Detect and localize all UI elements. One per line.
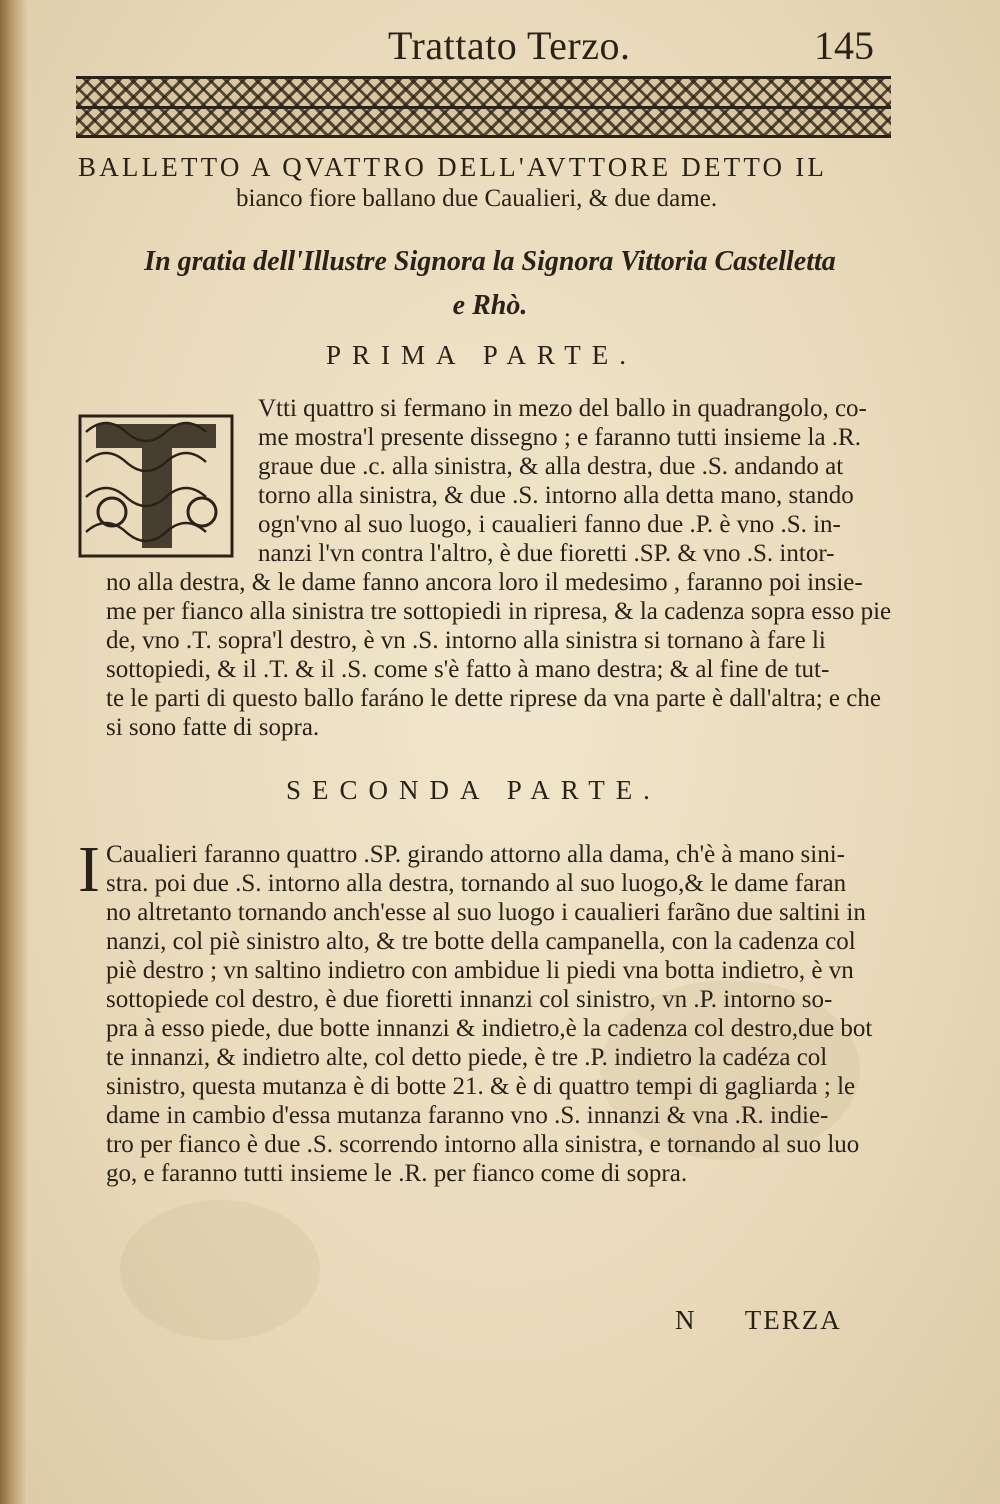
text-line: piè destro ; vn saltino indietro con ambidue li piedi vna botta indietro, è vn bbox=[106, 957, 854, 984]
part-two-heading: SECONDA PARTE. bbox=[286, 775, 661, 805]
dance-title bbox=[78, 152, 898, 213]
text-line: dame in cambio d'essa mutanza faranno vno .S. innanzi & vna .R. indie- bbox=[106, 1102, 829, 1129]
text-line: sottopiede col destro, è due fioretti innanzi col sinistro, vn .P. intorno so- bbox=[106, 986, 833, 1013]
text-line: sottopiedi, & il .T. & il .S. come s'è fatto à mano destra; & al fine de tut- bbox=[106, 656, 830, 683]
part-one-heading: PRIMA PARTE. bbox=[326, 340, 637, 370]
text-line: de, vno .T. sopra'l destro, è vn .S. intorno alla sinistra si tornano à fare li bbox=[106, 627, 826, 654]
signature-mark: N bbox=[675, 1305, 697, 1335]
text-line: me per fianco alla sinistra tre sottopiedi in ripresa, & la cadenza sopra esso pie bbox=[106, 598, 892, 625]
dedication-line-2: e Rhò. bbox=[452, 290, 528, 321]
catchword-text: TERZA bbox=[744, 1305, 842, 1335]
text-line: pra à esso piede, due botte innanzi & indietro,è la cadenza col destro,due bot bbox=[106, 1015, 873, 1042]
initial-letter: I bbox=[78, 833, 100, 906]
text-line: sinistro, questa mutanza è di botte 21. & è di quattro tempi di gagliarda ; le bbox=[106, 1073, 856, 1100]
title-line-1: BALLETTO A QVATTRO DELL'AVTTORE DETTO IL bbox=[78, 152, 828, 182]
text-line: te le parti di questo ballo faráno le dette riprese da vna parte è dall'altra; e che bbox=[106, 685, 881, 712]
running-header bbox=[380, 22, 890, 72]
text-line: nanzi l'vn contra l'altro, è due fioretti .SP. & vno .S. intor- bbox=[258, 540, 835, 567]
text-line: graue due .c. alla sinistra, & alla destra, due .S. andando at bbox=[258, 453, 844, 480]
text-line: no altretanto tornando anch'esse al suo luogo i caualieri farãno due saltini in bbox=[106, 899, 866, 926]
text-line: nanzi, col piè sinistro alto, & tre botte della campanella, con la cadenza col bbox=[106, 928, 856, 955]
text-line: ogn'vno al suo luogo, i caualieri fanno due .P. è vno .S. in- bbox=[258, 511, 841, 538]
page-binding-shadow bbox=[0, 0, 28, 1504]
title-line-2: bianco fiore ballano due Caualieri, & due dame. bbox=[236, 185, 718, 212]
text-line: torno alla sinistra, & due .S. intorno alla detta mano, stando bbox=[258, 482, 854, 509]
text-line: go, e faranno tutti insieme le .R. per fianco come di sopra. bbox=[106, 1160, 688, 1187]
part-one-text bbox=[106, 394, 891, 742]
text-line: Vtti quattro si fermano in mezo del ballo in quadrangolo, co- bbox=[258, 395, 867, 422]
text-line: si sono fatte di sopra. bbox=[106, 714, 320, 741]
text-line: te innanzi, & indietro alte, col detto piede, è tre .P. indietro la cadéza col bbox=[106, 1044, 828, 1071]
running-title: Trattato Terzo. bbox=[388, 23, 631, 68]
paper-stain bbox=[120, 1200, 320, 1340]
text-line: tro per fianco è due .S. scorrendo intorno alla sinistra, e tornando al suo luo bbox=[106, 1131, 860, 1158]
text-line: Caualieri faranno quattro .SP. girando attorno alla dama, ch'è à mano sini- bbox=[106, 841, 846, 868]
text-line: no alla destra, & le dame fanno ancora loro il medesimo , faranno poi insie- bbox=[106, 569, 863, 596]
part-two-text bbox=[106, 840, 872, 1188]
page-number: 145 bbox=[814, 23, 874, 68]
text-line: stra. poi due .S. intorno alla destra, tornando al suo luogo,& le dame faran bbox=[106, 870, 847, 897]
decorative-headpiece bbox=[76, 76, 891, 138]
dedication bbox=[140, 240, 840, 328]
catchword bbox=[675, 1305, 842, 1336]
text-line: me mostra'l presente dissegno ; e faranno tutti insieme la .R. bbox=[258, 424, 861, 451]
dedication-line-1: In gratia dell'Illustre Signora la Signora Vittoria Castelletta bbox=[144, 246, 836, 277]
